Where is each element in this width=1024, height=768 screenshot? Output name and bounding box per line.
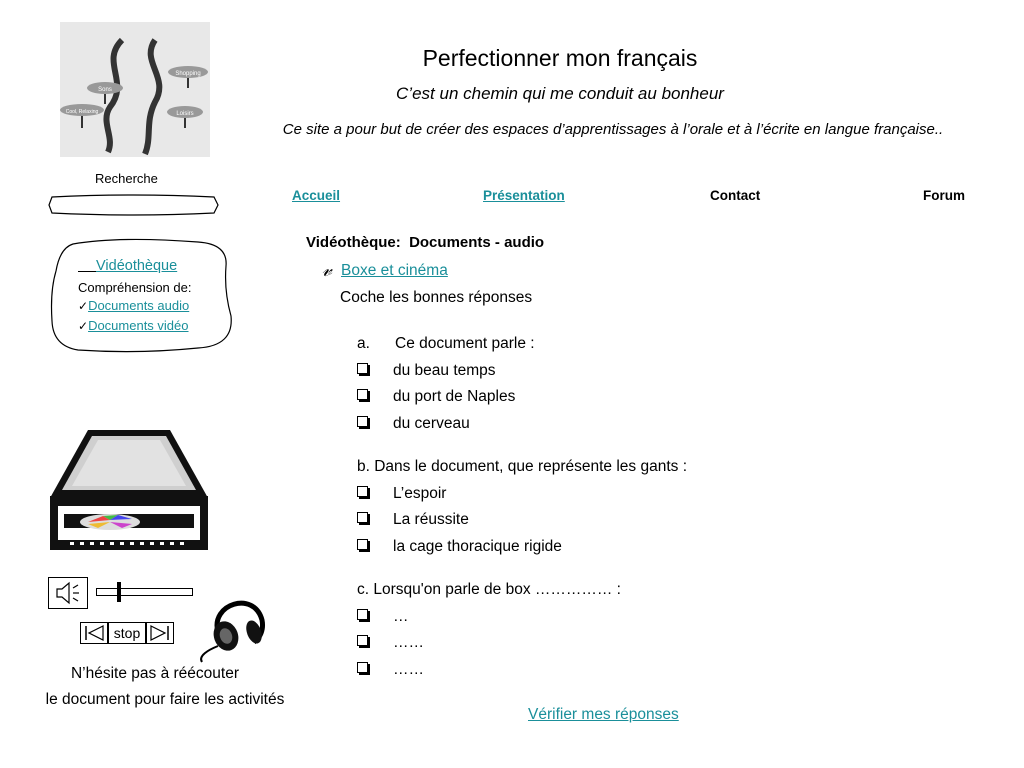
nav-accueil[interactable]: Accueil xyxy=(292,188,341,203)
svg-text:Sons: Sons xyxy=(98,87,112,93)
option-b1[interactable]: L’espoir xyxy=(357,485,446,503)
option-a3[interactable]: du cerveau xyxy=(357,415,470,433)
svg-text:Shopping: Shopping xyxy=(175,71,201,77)
sign-loisirs xyxy=(167,106,203,128)
next-button[interactable] xyxy=(146,622,174,644)
svg-text:Loisirs: Loisirs xyxy=(176,111,194,117)
question-a-marker: a. xyxy=(357,335,370,352)
speaker-icon xyxy=(49,578,87,608)
checkbox[interactable] xyxy=(357,635,368,646)
search-label: Recherche xyxy=(95,171,158,186)
roads-signs-logo-icon xyxy=(60,22,210,157)
videotheque-link[interactable]: Vidéothèque xyxy=(96,258,178,274)
site-tagline: Ce site a pour but de créer des espaces d’apprentissages à l’orale et à l’écrite en langue française.. xyxy=(282,121,944,138)
instruction-text: Coche les bonnes réponses xyxy=(340,289,533,306)
checkbox[interactable] xyxy=(357,389,368,400)
previous-button[interactable] xyxy=(80,622,108,644)
cd-drive-icon xyxy=(48,428,210,552)
nav-forum[interactable]: Forum xyxy=(923,188,965,203)
question-c-text: c. Lorsqu'on parle de box …………… : xyxy=(357,581,621,598)
checkbox[interactable] xyxy=(357,539,368,550)
page-heading: Vidéothèque: Documents - audio xyxy=(306,234,545,251)
checkbox[interactable] xyxy=(357,416,368,427)
option-c2[interactable]: …… xyxy=(357,634,424,652)
sidebar-item-audio xyxy=(78,297,228,315)
check-icon: ✓ xyxy=(78,299,89,313)
documents-audio-link[interactable]: Documents audio xyxy=(88,298,190,313)
stop-label: stop xyxy=(113,625,141,641)
comprehension-label: Compréhension de: xyxy=(78,280,192,295)
logo xyxy=(60,22,210,157)
stop-button[interactable] xyxy=(108,622,146,644)
next-icon xyxy=(147,623,173,643)
previous-icon xyxy=(81,623,107,643)
bullet-v-icon: 𝓋 xyxy=(322,257,332,281)
checkbox[interactable] xyxy=(357,363,368,374)
speaker-button[interactable] xyxy=(48,577,88,609)
document-link[interactable]: Boxe et cinéma xyxy=(341,262,448,279)
player-message-line1: N’hésite pas à réécouter xyxy=(70,665,239,682)
underline-dash xyxy=(78,259,96,272)
option-c3[interactable]: …… xyxy=(357,661,424,679)
option-b2[interactable]: La réussite xyxy=(357,511,469,529)
headphones-icon xyxy=(196,590,270,664)
sidebar-item-video xyxy=(78,317,228,335)
question-a-text: Ce document parle : xyxy=(395,335,535,352)
svg-text:Cool, Relaxing: Cool, Relaxing xyxy=(65,109,99,115)
checkbox[interactable] xyxy=(357,662,368,673)
option-a1[interactable]: du beau temps xyxy=(357,362,496,380)
site-title: Perfectionner mon français xyxy=(422,45,698,71)
option-c1[interactable]: … xyxy=(357,608,409,626)
sign-shopping xyxy=(168,66,208,88)
checkbox[interactable] xyxy=(357,512,368,523)
documents-video-link[interactable]: Documents vidéo xyxy=(88,318,189,333)
sidebar-panel xyxy=(78,258,228,335)
volume-thumb[interactable] xyxy=(117,582,121,602)
option-b3[interactable]: la cage thoracique rigide xyxy=(357,538,562,556)
checkbox[interactable] xyxy=(357,486,368,497)
nav-presentation[interactable]: Présentation xyxy=(483,188,565,203)
sign-cool-relaxing xyxy=(60,104,104,128)
checkbox[interactable] xyxy=(357,609,368,620)
verify-answers-link[interactable]: Vérifier mes réponses xyxy=(528,706,679,723)
question-b-text: b. Dans le document, que représente les gants : xyxy=(357,458,688,475)
site-subtitle: C’est un chemin qui me conduit au bonheur xyxy=(396,84,724,103)
option-a2[interactable]: du port de Naples xyxy=(357,388,515,406)
search-input[interactable] xyxy=(56,197,214,214)
nav-contact[interactable]: Contact xyxy=(710,188,761,203)
check-icon: ✓ xyxy=(78,319,89,333)
volume-slider[interactable] xyxy=(96,588,193,596)
player-message-line2: le document pour faire les activités xyxy=(45,691,285,708)
